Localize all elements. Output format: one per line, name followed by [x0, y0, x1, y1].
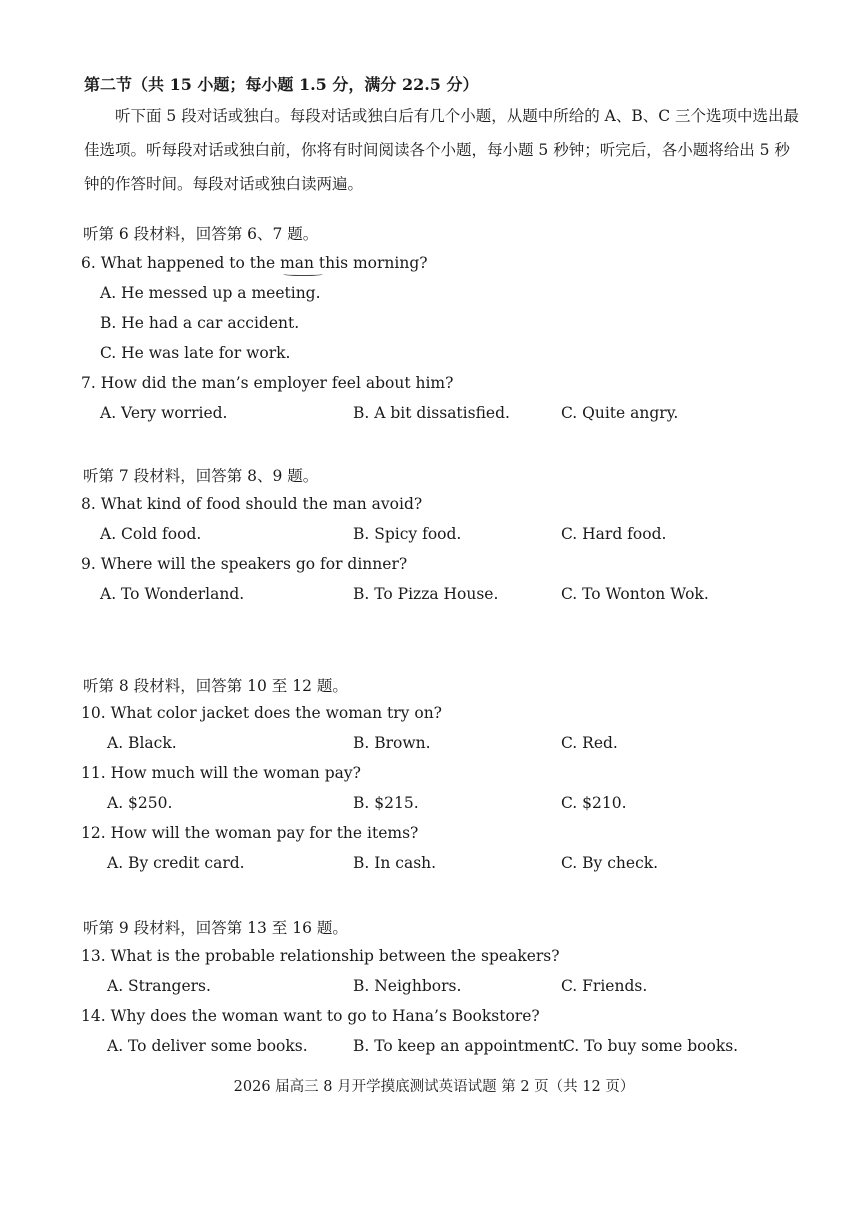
option-b: B. He had a car accident. [100, 314, 300, 332]
question-stem: 10. What color jacket does the woman try on? [81, 704, 442, 722]
option-c: C. To Wonton Wok. [561, 585, 709, 603]
question-stem: 7. How did the man’s employer feel about him? [81, 374, 454, 392]
option-a: A. Strangers. [107, 977, 211, 995]
option-a: A. By credit card. [107, 854, 245, 872]
option-c: C. Quite angry. [561, 404, 679, 422]
section-instructions: 听下面 5 段对话或独白。每段对话或独白后有几个小题，从题中所给的 A、B、C 三个选项中选出最佳选项。听每段对话或独白前，你将有时间阅读各个小题，每小题 5 秒钟；听完后，各小题将给出 5 秒钟的作答时间。每段对话或独白读两遍。 [84, 107, 800, 193]
option-b: B. $215. [353, 794, 419, 812]
option-b: B. Spicy food. [353, 525, 462, 543]
question-stem: 9. Where will the speakers go for dinner? [81, 555, 408, 573]
option-b: B. In cash. [353, 854, 437, 872]
option-b: B. Brown. [353, 734, 431, 752]
group-heading: 听第 7 段材料，回答第 8、9 题。 [83, 467, 319, 485]
option-a: A. To Wonderland. [100, 585, 245, 603]
option-b: B. To Pizza House. [353, 585, 499, 603]
option-c: C. By check. [561, 854, 659, 872]
option-a: A. He messed up a meeting. [100, 284, 321, 302]
question-stem: 6. What happened to the man this morning? [81, 254, 428, 272]
option-b: B. Neighbors. [353, 977, 462, 995]
option-c: C. He was late for work. [100, 344, 291, 362]
option-c: C. Hard food. [561, 525, 667, 543]
option-c: C. Friends. [561, 977, 648, 995]
question-stem: 8. What kind of food should the man avoid? [81, 495, 423, 513]
question-stem: 11. How much will the woman pay? [81, 764, 361, 782]
option-c: C. $210. [561, 794, 627, 812]
page-footer: 2026 届高三 8 月开学摸底测试英语试题 第 2 页（共 12 页） [233, 1079, 635, 1095]
group-heading: 听第 8 段材料，回答第 10 至 12 题。 [83, 677, 348, 695]
option-a: A. $250. [107, 794, 173, 812]
group-heading: 听第 9 段材料，回答第 13 至 16 题。 [83, 919, 348, 937]
section-title: 第二节（共 15 小题；每小题 1.5 分，满分 22.5 分） [84, 75, 479, 94]
option-a: A. Very worried. [100, 404, 228, 422]
option-c: C. To buy some books. [563, 1037, 739, 1055]
option-a: A. Cold food. [100, 525, 202, 543]
option-b: B. A bit dissatisfied. [353, 404, 510, 422]
group-heading: 听第 6 段材料，回答第 6、7 题。 [83, 225, 319, 243]
option-a: A. Black. [107, 734, 177, 752]
pen-mark [283, 271, 323, 276]
question-stem: 14. Why does the woman want to go to Hana’s Bookstore? [81, 1007, 540, 1025]
option-b: B. To keep an appointment [353, 1037, 565, 1055]
option-a: A. To deliver some books. [107, 1037, 308, 1055]
option-c: C. Red. [561, 734, 618, 752]
question-stem: 12. How will the woman pay for the items? [81, 824, 419, 842]
question-stem: 13. What is the probable relationship between the speakers? [81, 947, 560, 965]
